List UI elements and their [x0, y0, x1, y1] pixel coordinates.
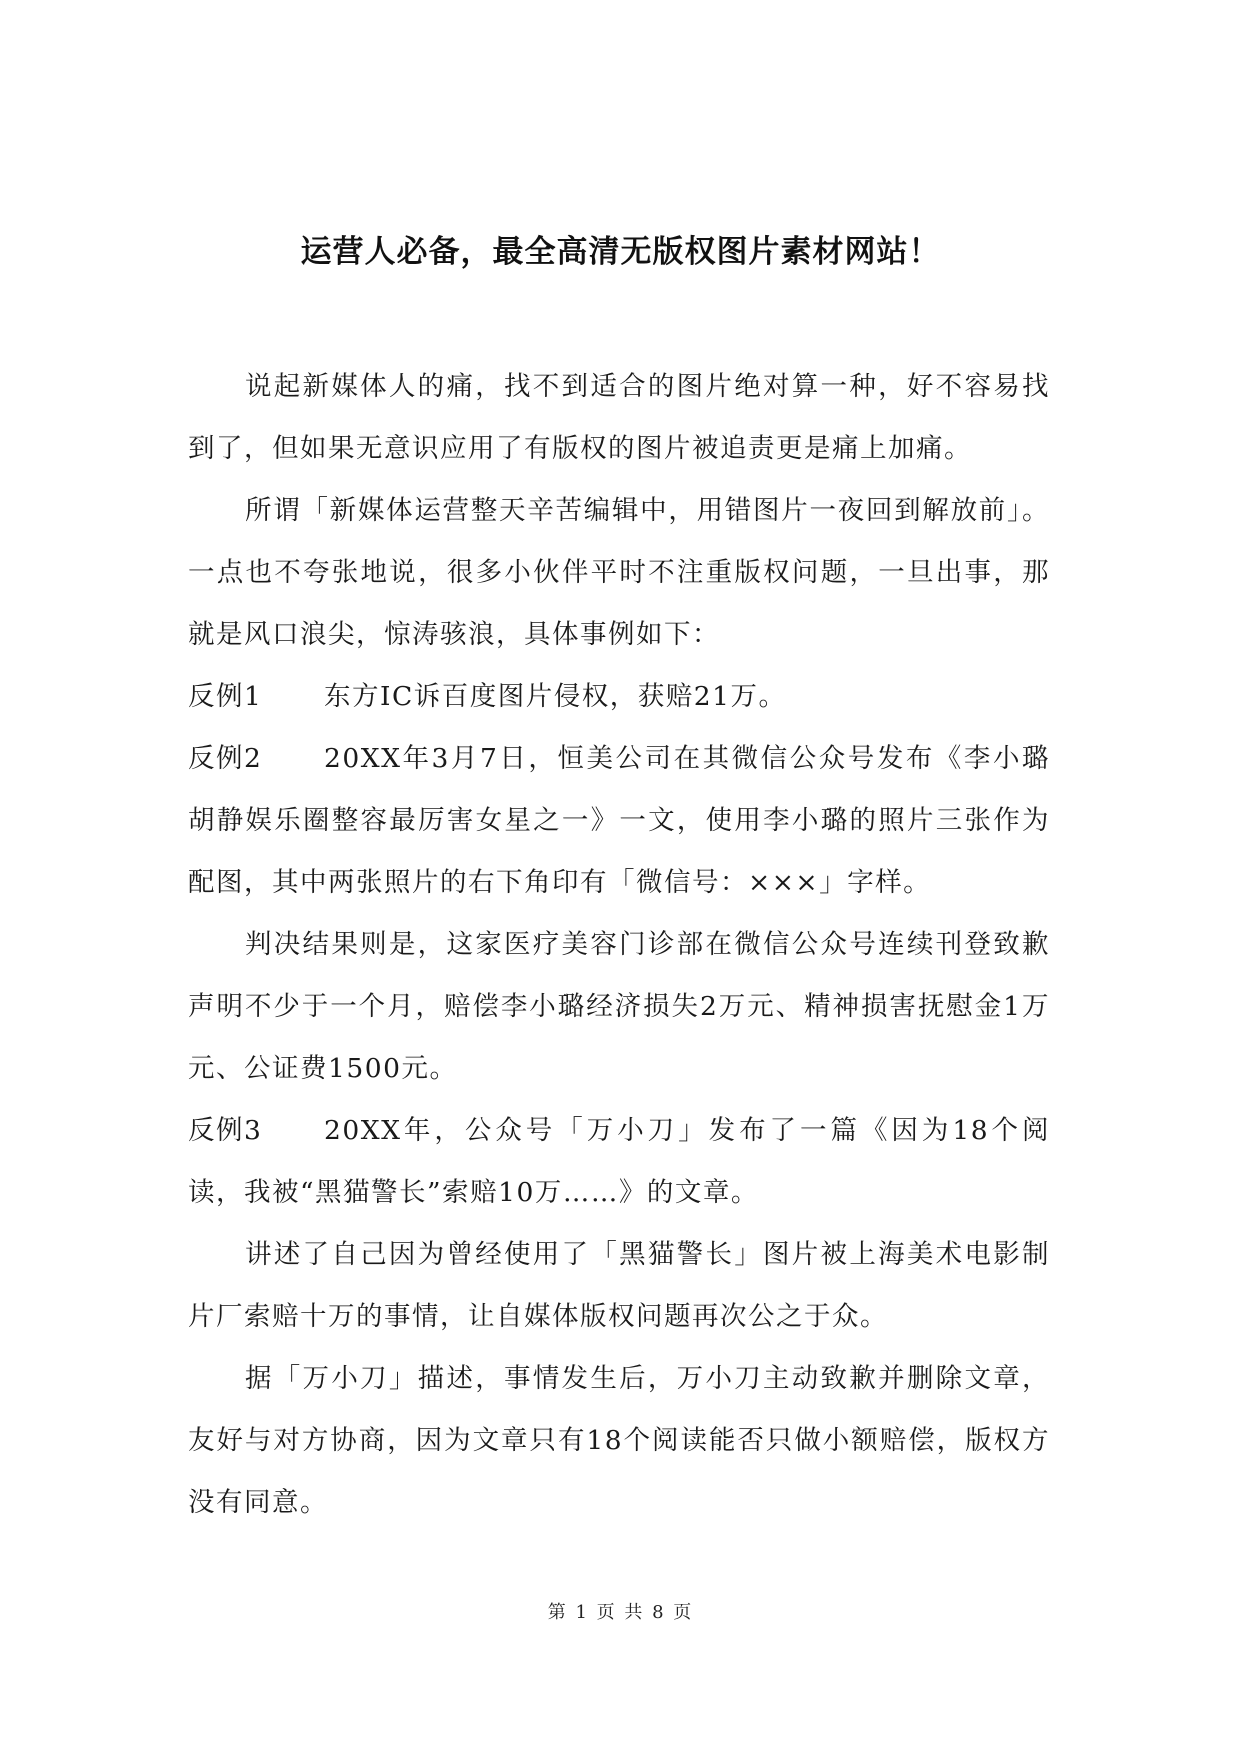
example-3 — [188, 1100, 1050, 1224]
paragraph-judgment: 判决结果则是，这家医疗美容门诊部在微信公众号连续刊登致歉声明不少于一个月，赔偿李小璐经济损失2万元、精神损害抚慰金1万元、公证费1500元。 — [188, 929, 1050, 1084]
example-2-text: 20XX年3月7日，恒美公司在其微信公众号发布《李小璐胡静娱乐圈整容最厉害女星之一》一文，使用李小璐的照片三张作为配图，其中两张照片的右下角印有「微信号：×××」字样。 — [188, 743, 1050, 898]
example-1-label: 反例1 — [188, 681, 263, 712]
example-1 — [188, 666, 1050, 728]
example-1-text: 东方IC诉百度图片侵权，获赔21万。 — [324, 681, 787, 712]
example-3-label: 反例3 — [188, 1115, 263, 1146]
example-3-text: 20XX年，公众号「万小刀」发布了一篇《因为18个阅读，我被“黑猫警长”索赔10万……》的文章。 — [188, 1115, 1050, 1208]
example-2-label: 反例2 — [188, 743, 263, 774]
paragraph-context: 所谓「新媒体运营整天辛苦编辑中，用错图片一夜回到解放前」。一点也不夸张地说，很多小伙伴平时不注重版权问题，一旦出事，那就是风口浪尖，惊涛骇浪，具体事例如下： — [188, 495, 1050, 650]
page-footer: 第 1 页 共 8 页 — [547, 1602, 694, 1623]
document-title: 运营人必备，最全高清无版权图片素材网站！ — [300, 234, 941, 270]
document-body — [188, 356, 1050, 1534]
paragraph-narration: 讲述了自己因为曾经使用了「黑猫警长」图片被上海美术电影制片厂索赔十万的事情，让自媒体版权问题再次公之于众。 — [188, 1239, 1050, 1332]
paragraph-description: 据「万小刀」描述，事情发生后，万小刀主动致歉并删除文章，友好与对方协商，因为文章只有18个阅读能否只做小额赔偿，版权方没有同意。 — [188, 1363, 1050, 1518]
example-2 — [188, 728, 1050, 914]
paragraph-intro: 说起新媒体人的痛，找不到适合的图片绝对算一种，好不容易找到了，但如果无意识应用了有版权的图片被追责更是痛上加痛。 — [188, 371, 1050, 464]
